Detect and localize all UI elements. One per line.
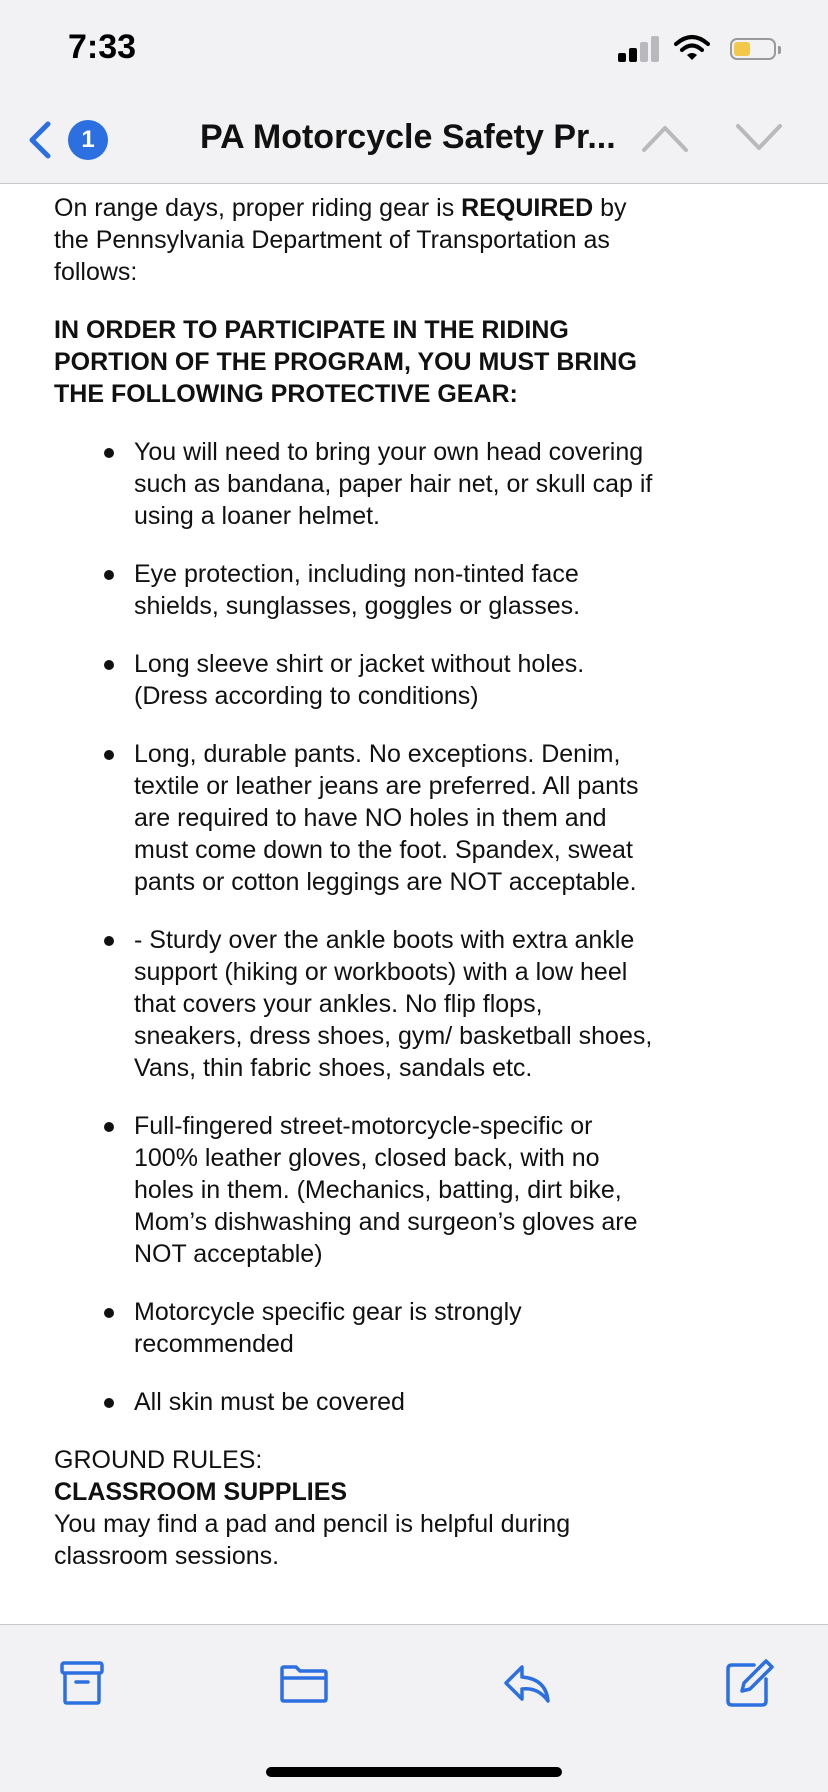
archive-icon[interactable] [54, 1655, 110, 1711]
classroom-supplies-text: You may find a pad and pencil is helpful during classroom sessions. [54, 1510, 571, 1570]
intro-text: On range days, proper riding gear is [54, 194, 462, 222]
status-icons [618, 34, 798, 66]
next-message-button[interactable] [734, 118, 784, 158]
gear-list [54, 436, 654, 1418]
chevron-down-icon [738, 126, 780, 148]
gear-item: Long, durable pants. No exceptions. Denim, textile or leather jeans are preferred. All pants are required to have NO holes in them and must come down to the foot. Spandex, sweat pants or cotton leggings are NOT acceptable. [134, 738, 654, 898]
reply-icon[interactable] [498, 1655, 554, 1711]
gear-item: All skin must be covered [134, 1386, 654, 1418]
gear-item: Long sleeve shirt or jacket without holes. (Dress according to conditions) [134, 648, 654, 712]
battery-icon [730, 38, 776, 60]
bottom-toolbar [0, 1624, 828, 1792]
compose-icon[interactable] [720, 1655, 776, 1711]
message-subject-title: PA Motorcycle Safety Pr... [200, 118, 616, 156]
requirement-paragraph: IN ORDER TO PARTICIPATE IN THE RIDING PORTION OF THE PROGRAM, YOU MUST BRING THE FOLLOWING PROTECTIVE GEAR: [54, 316, 637, 408]
gear-item: Eye protection, including non-tinted face shields, sunglasses, goggles or glasses. [134, 558, 654, 622]
status-bar [0, 0, 828, 96]
signal-icon [618, 34, 662, 62]
gear-item: You will need to bring your own head covering such as bandana, paper hair net, or skull cap if using a loaner helmet. [134, 438, 653, 530]
folder-icon[interactable] [276, 1655, 332, 1711]
nav-bar [0, 96, 828, 184]
gear-item: Motorcycle specific gear is strongly recommended [134, 1296, 654, 1360]
gear-item: Full-fingered street-motorcycle-specific or 100% leather gloves, closed back, with no holes in them. (Mechanics, batting, dirt bike, Mom’s dishwashing and surgeon’s gloves are NOT acceptable) [134, 1110, 654, 1270]
email-body [54, 192, 654, 1624]
ground-rules-label: GROUND RULES: [54, 1446, 263, 1474]
classroom-supplies-heading: CLASSROOM SUPPLIES [54, 1478, 348, 1506]
previous-message-button[interactable] [640, 118, 690, 158]
intro-required: REQUIRED [461, 194, 594, 222]
chevron-up-icon [644, 128, 686, 150]
gear-item: - Sturdy over the ankle boots with extra ankle support (hiking or workboots) with a low heel that covers your ankles. No flip flops, sneakers, dress shoes, gym/ basketball shoes, Vans, thin fabric shoes, sandals etc. [134, 926, 653, 1082]
wifi-icon [674, 34, 710, 62]
back-button[interactable] [20, 116, 110, 164]
intro-text-end: by the Pennsylvania Department of Transportation as follows: [54, 194, 627, 286]
home-indicator[interactable] [266, 1767, 562, 1777]
chevron-left-icon [26, 120, 54, 160]
intro-paragraph [54, 192, 654, 288]
status-time: 7:33 [68, 28, 137, 66]
unread-count-badge: 1 [68, 120, 108, 160]
